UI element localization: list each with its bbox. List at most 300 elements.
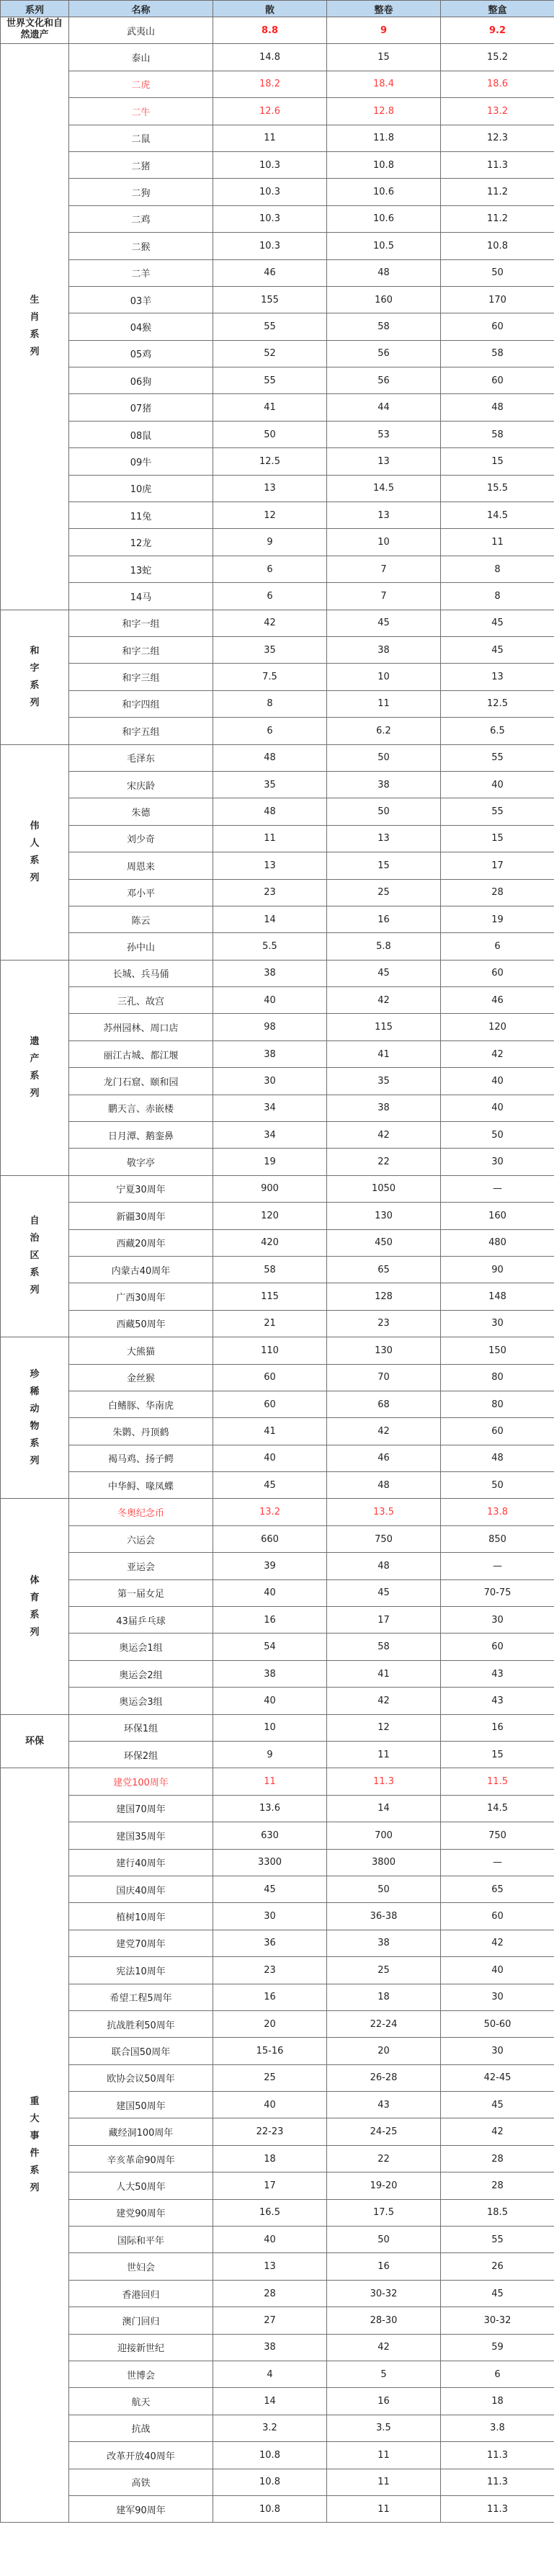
- item-juan: 50: [327, 1876, 441, 1902]
- series-cell: [1, 44, 69, 610]
- item-san: 16: [213, 1984, 327, 2010]
- series-char: 系: [30, 329, 40, 341]
- item-he: 60: [441, 1634, 554, 1660]
- item-name: 06狗: [69, 367, 213, 394]
- item-name: 国际和平年: [69, 2227, 213, 2253]
- item-name: 三孔、故宫: [69, 987, 213, 1014]
- item-he: 18.5: [441, 2199, 554, 2226]
- table-row: [1, 1957, 554, 1984]
- item-san: 12.5: [213, 448, 327, 475]
- table-row: [1, 1256, 554, 1283]
- item-juan: 38: [327, 771, 441, 798]
- item-san: 38: [213, 1660, 327, 1687]
- table-row: [1, 2118, 554, 2145]
- item-juan: 11: [327, 2469, 441, 2495]
- item-he: 45: [441, 2280, 554, 2307]
- item-juan: 56: [327, 340, 441, 367]
- item-juan: 13: [327, 825, 441, 852]
- item-name: 藏经洞100周年: [69, 2118, 213, 2145]
- table-row: [1, 583, 554, 610]
- item-san: 630: [213, 1822, 327, 1849]
- item-he: 11: [441, 529, 554, 556]
- item-he: 11.3: [441, 2495, 554, 2522]
- item-name: 中华鲟、喙凤蝶: [69, 1472, 213, 1499]
- item-juan: 13.5: [327, 1499, 441, 1525]
- series-char: 列: [30, 1285, 40, 1296]
- item-san: 11: [213, 825, 327, 852]
- item-san: 38: [213, 960, 327, 986]
- item-name: 大熊猫: [69, 1337, 213, 1364]
- table-row: [1, 98, 554, 125]
- series-char: 育: [30, 1592, 40, 1603]
- item-juan: 15: [327, 44, 441, 71]
- item-san: 36: [213, 1930, 327, 1956]
- series-cell: [1, 1499, 69, 1714]
- table-row: [1, 798, 554, 825]
- table-row: [1, 1634, 554, 1660]
- table-row: [1, 636, 554, 663]
- item-juan: 22-24: [327, 2010, 441, 2037]
- item-name: 冬奥纪念币: [69, 1499, 213, 1525]
- table-row: [1, 2064, 554, 2091]
- item-name: 褐马鸡、扬子鳄: [69, 1445, 213, 1471]
- item-san: 54: [213, 1634, 327, 1660]
- item-juan: 20: [327, 2038, 441, 2064]
- item-san: 38: [213, 1040, 327, 1067]
- item-name: 建国50周年: [69, 2092, 213, 2118]
- item-he: 40: [441, 771, 554, 798]
- item-juan: 30-32: [327, 2280, 441, 2307]
- item-juan: 10.8: [327, 151, 441, 178]
- item-name: 改革开放40周年: [69, 2442, 213, 2469]
- item-name: 联合国50周年: [69, 2038, 213, 2064]
- item-he: 45: [441, 610, 554, 636]
- item-san: 21: [213, 1310, 327, 1337]
- series-char: 列: [30, 347, 40, 358]
- item-juan: 115: [327, 1014, 441, 1040]
- series-char: 肖: [30, 312, 40, 324]
- item-san: 14.8: [213, 44, 327, 71]
- item-name: 环保1组: [69, 1714, 213, 1741]
- item-he: 15: [441, 448, 554, 475]
- item-name: 朱鹮、丹顶鹤: [69, 1418, 213, 1445]
- item-san: 34: [213, 1095, 327, 1121]
- item-juan: 3800: [327, 1849, 441, 1876]
- table-row: [1, 1175, 554, 1202]
- item-san: 40: [213, 987, 327, 1014]
- item-he: 30: [441, 1984, 554, 2010]
- item-he: 15: [441, 1742, 554, 1768]
- item-juan: 450: [327, 1229, 441, 1256]
- item-san: 10.3: [213, 151, 327, 178]
- item-juan: 38: [327, 1930, 441, 1956]
- item-he: 30: [441, 1149, 554, 1175]
- table-row: [1, 771, 554, 798]
- item-he: 17: [441, 852, 554, 879]
- item-juan: 23: [327, 1310, 441, 1337]
- series-char: 动: [30, 1403, 40, 1414]
- item-name: 辛亥革命90周年: [69, 2145, 213, 2172]
- item-he: 40: [441, 1068, 554, 1095]
- table-row: [1, 2469, 554, 2495]
- item-san: 20: [213, 2010, 327, 2037]
- item-name: 抗战胜利50周年: [69, 2010, 213, 2037]
- table-row: [1, 367, 554, 394]
- item-name: 环保2组: [69, 1742, 213, 1768]
- item-he: 120: [441, 1014, 554, 1040]
- item-he: 58: [441, 421, 554, 447]
- item-he: 30: [441, 1310, 554, 1337]
- item-he: 28: [441, 2145, 554, 2172]
- table-row: [1, 1525, 554, 1552]
- table-row: [1, 1660, 554, 1687]
- item-name: 亚运会: [69, 1553, 213, 1579]
- item-name: 二虎: [69, 71, 213, 97]
- table-row: [1, 1310, 554, 1337]
- table-row: [1, 1930, 554, 1956]
- item-juan: 25: [327, 1957, 441, 1984]
- series-char: 稀: [30, 1386, 40, 1397]
- table-row: [1, 1553, 554, 1579]
- series-char: 体: [30, 1574, 40, 1586]
- item-name: 陈云: [69, 906, 213, 932]
- item-san: 155: [213, 286, 327, 313]
- table-row: [1, 179, 554, 205]
- table-row: [1, 1040, 554, 1067]
- series-label: 环保: [24, 1735, 44, 1747]
- item-san: 25: [213, 2064, 327, 2091]
- item-juan: 22: [327, 1149, 441, 1175]
- item-name: 和字三组: [69, 664, 213, 690]
- item-he: 43: [441, 1660, 554, 1687]
- item-he: 80: [441, 1391, 554, 1417]
- item-name: 内蒙古40周年: [69, 1256, 213, 1283]
- item-he: 10.8: [441, 233, 554, 259]
- item-name: 建军90周年: [69, 2495, 213, 2522]
- table-row: [1, 1149, 554, 1175]
- table-row: [1, 2334, 554, 2361]
- table-row: [1, 879, 554, 906]
- item-juan: 16: [327, 906, 441, 932]
- item-san: 5.5: [213, 933, 327, 960]
- item-juan: 10.6: [327, 179, 441, 205]
- item-name: 二鼠: [69, 125, 213, 151]
- table-row: [1, 1391, 554, 1417]
- item-juan: 38: [327, 636, 441, 663]
- item-juan: 35: [327, 1068, 441, 1095]
- item-juan: 50: [327, 798, 441, 825]
- table-row: [1, 933, 554, 960]
- item-name: 高铁: [69, 2469, 213, 2495]
- item-he: 45: [441, 2092, 554, 2118]
- table-row: [1, 2307, 554, 2334]
- series-char: 系: [30, 2165, 40, 2177]
- item-name: 长城、兵马俑: [69, 960, 213, 986]
- item-name: 周恩来: [69, 852, 213, 879]
- table-row: [1, 1337, 554, 1364]
- item-name: 08鼠: [69, 421, 213, 447]
- table-row: [1, 1014, 554, 1040]
- item-he: 30: [441, 1607, 554, 1634]
- item-name: 六运会: [69, 1525, 213, 1552]
- item-name: 日月潭、鹅銮鼻: [69, 1122, 213, 1149]
- item-name: 奥运会2组: [69, 1660, 213, 1687]
- item-juan: 45: [327, 1579, 441, 1606]
- series-char: 珍: [30, 1368, 40, 1380]
- item-juan: 58: [327, 1634, 441, 1660]
- table-row: [1, 502, 554, 529]
- item-he: 59: [441, 2334, 554, 2361]
- item-name: 迎接新世纪: [69, 2334, 213, 2361]
- table-row: [1, 475, 554, 502]
- item-juan: 22: [327, 2145, 441, 2172]
- item-name: 龙门石窟、颐和园: [69, 1068, 213, 1095]
- item-name: 敬字亭: [69, 1149, 213, 1175]
- table-row: [1, 71, 554, 97]
- table-row: [1, 2442, 554, 2469]
- table-row: [1, 2092, 554, 2118]
- table-row: [1, 340, 554, 367]
- item-he: 18.6: [441, 71, 554, 97]
- item-san: 10.8: [213, 2469, 327, 2495]
- item-san: 14: [213, 2388, 327, 2415]
- table-row: [1, 1283, 554, 1310]
- table-row: [1, 906, 554, 932]
- item-he: 13.8: [441, 1499, 554, 1525]
- table-row: [1, 1822, 554, 1849]
- table-row: [1, 690, 554, 717]
- table-row: [1, 610, 554, 636]
- item-he: 11.2: [441, 179, 554, 205]
- item-juan: 13: [327, 502, 441, 529]
- item-juan: 45: [327, 610, 441, 636]
- item-juan: 68: [327, 1391, 441, 1417]
- item-juan: 700: [327, 1822, 441, 1849]
- header-he: 整盒: [441, 1, 554, 17]
- item-san: 8.8: [213, 17, 327, 44]
- item-he: 13: [441, 664, 554, 690]
- item-he: 48: [441, 1445, 554, 1471]
- item-juan: 10: [327, 529, 441, 556]
- item-name: 二猴: [69, 233, 213, 259]
- item-he: 9.2: [441, 17, 554, 44]
- item-name: 14马: [69, 583, 213, 610]
- table-row: [1, 17, 554, 44]
- table-row: [1, 664, 554, 690]
- item-san: 13.6: [213, 1795, 327, 1822]
- item-he: —: [441, 1175, 554, 1202]
- item-san: 60: [213, 1364, 327, 1391]
- series-char: 系: [30, 1070, 40, 1082]
- item-he: 18: [441, 2388, 554, 2415]
- item-san: 48: [213, 744, 327, 771]
- item-juan: 65: [327, 1256, 441, 1283]
- table-row: [1, 151, 554, 178]
- item-san: 40: [213, 2227, 327, 2253]
- item-juan: 11: [327, 690, 441, 717]
- item-juan: 42: [327, 1688, 441, 1714]
- item-name: 刘少奇: [69, 825, 213, 852]
- item-san: 4: [213, 2361, 327, 2387]
- series-char: 重: [30, 2096, 40, 2108]
- item-name: 白鳍豚、华南虎: [69, 1391, 213, 1417]
- table-row: [1, 205, 554, 232]
- item-juan: 42: [327, 2334, 441, 2361]
- table-row: [1, 1849, 554, 1876]
- item-name: 朱德: [69, 798, 213, 825]
- item-name: 05鸡: [69, 340, 213, 367]
- item-juan: 14.5: [327, 475, 441, 502]
- header-san: 散: [213, 1, 327, 17]
- item-he: 80: [441, 1364, 554, 1391]
- table-row: [1, 1229, 554, 1256]
- item-san: 9: [213, 1742, 327, 1768]
- item-name: 植树10周年: [69, 1903, 213, 1930]
- item-he: 160: [441, 1203, 554, 1229]
- table-body: [1, 17, 554, 2523]
- item-san: 48: [213, 798, 327, 825]
- table-row: [1, 1714, 554, 1741]
- item-san: 40: [213, 1688, 327, 1714]
- table-row: [1, 556, 554, 582]
- item-he: 55: [441, 2227, 554, 2253]
- item-juan: 128: [327, 1283, 441, 1310]
- table-row: [1, 2010, 554, 2037]
- item-he: 40: [441, 1957, 554, 1984]
- item-juan: 18: [327, 1984, 441, 2010]
- table-row: [1, 421, 554, 447]
- item-name: 建行40周年: [69, 1849, 213, 1876]
- table-row: [1, 2495, 554, 2522]
- item-juan: 19-20: [327, 2172, 441, 2199]
- item-juan: 16: [327, 2388, 441, 2415]
- series-char: 字: [30, 662, 40, 674]
- item-name: 人大50周年: [69, 2172, 213, 2199]
- item-name: 邓小平: [69, 879, 213, 906]
- item-san: 23: [213, 879, 327, 906]
- item-name: 建国35周年: [69, 1822, 213, 1849]
- item-san: 58: [213, 1256, 327, 1283]
- series-char: 物: [30, 1420, 40, 1432]
- item-he: 12.3: [441, 125, 554, 151]
- item-he: 40: [441, 1095, 554, 1121]
- item-he: 60: [441, 313, 554, 340]
- item-juan: 44: [327, 394, 441, 421]
- item-san: 40: [213, 2092, 327, 2118]
- table-row: [1, 1876, 554, 1902]
- item-san: 17: [213, 2172, 327, 2199]
- item-he: 14.5: [441, 502, 554, 529]
- item-name: 宪法10周年: [69, 1957, 213, 1984]
- table-row: [1, 1364, 554, 1391]
- item-he: 42: [441, 1930, 554, 1956]
- item-san: 660: [213, 1525, 327, 1552]
- item-juan: 42: [327, 987, 441, 1014]
- item-san: 98: [213, 1014, 327, 1040]
- table-row: [1, 2280, 554, 2307]
- series-label: 世界文化和自然遗产: [6, 18, 63, 41]
- item-juan: 5: [327, 2361, 441, 2387]
- item-he: 8: [441, 556, 554, 582]
- item-san: 41: [213, 1418, 327, 1445]
- item-he: 60: [441, 1903, 554, 1930]
- item-juan: 17.5: [327, 2199, 441, 2226]
- item-san: 8: [213, 690, 327, 717]
- item-san: 35: [213, 636, 327, 663]
- table-row: [1, 987, 554, 1014]
- item-juan: 10.6: [327, 205, 441, 232]
- item-juan: 160: [327, 286, 441, 313]
- item-san: 13: [213, 2253, 327, 2280]
- header-juan: 整卷: [327, 1, 441, 17]
- item-juan: 12: [327, 1714, 441, 1741]
- item-san: 27: [213, 2307, 327, 2334]
- item-san: 10: [213, 1714, 327, 1741]
- item-juan: 53: [327, 421, 441, 447]
- table-row: [1, 1742, 554, 1768]
- item-san: 60: [213, 1391, 327, 1417]
- item-san: 23: [213, 1957, 327, 1984]
- item-juan: 130: [327, 1203, 441, 1229]
- header-name: 名称: [69, 1, 213, 17]
- item-san: 55: [213, 367, 327, 394]
- item-name: 09牛: [69, 448, 213, 475]
- item-he: 50: [441, 1122, 554, 1149]
- item-name: 鹏天言、赤嵌楼: [69, 1095, 213, 1121]
- series-char: 治: [30, 1233, 40, 1244]
- item-he: 3.8: [441, 2415, 554, 2441]
- series-char: 列: [30, 1087, 40, 1099]
- item-juan: 1050: [327, 1175, 441, 1202]
- item-name: 丽江古城、都江堰: [69, 1040, 213, 1067]
- item-name: 13蛇: [69, 556, 213, 582]
- item-san: 9: [213, 529, 327, 556]
- item-san: 11: [213, 125, 327, 151]
- item-san: 30: [213, 1903, 327, 1930]
- item-he: 8: [441, 583, 554, 610]
- item-name: 和字一组: [69, 610, 213, 636]
- item-juan: 3.5: [327, 2415, 441, 2441]
- table-row: [1, 2038, 554, 2064]
- series-cell: [1, 17, 69, 44]
- item-san: 45: [213, 1876, 327, 1902]
- table-row: [1, 1472, 554, 1499]
- item-san: 10.3: [213, 205, 327, 232]
- table-row: [1, 259, 554, 286]
- item-name: 建党100周年: [69, 1768, 213, 1795]
- item-san: 39: [213, 1553, 327, 1579]
- item-name: 航天: [69, 2388, 213, 2415]
- item-he: 6: [441, 933, 554, 960]
- header-series: 系列: [1, 1, 69, 17]
- item-he: 55: [441, 798, 554, 825]
- item-he: 46: [441, 987, 554, 1014]
- series-char: 列: [30, 1626, 40, 1638]
- item-san: 115: [213, 1283, 327, 1310]
- item-he: 6: [441, 2361, 554, 2387]
- table-row: [1, 2415, 554, 2441]
- item-juan: 11.3: [327, 1768, 441, 1795]
- item-name: 香港回归: [69, 2280, 213, 2307]
- item-name: 建国70周年: [69, 1795, 213, 1822]
- item-he: 50: [441, 259, 554, 286]
- item-he: 30: [441, 2038, 554, 2064]
- item-he: 11.3: [441, 151, 554, 178]
- item-san: 16: [213, 1607, 327, 1634]
- item-san: 46: [213, 259, 327, 286]
- item-juan: 50: [327, 744, 441, 771]
- item-he: 11.5: [441, 1768, 554, 1795]
